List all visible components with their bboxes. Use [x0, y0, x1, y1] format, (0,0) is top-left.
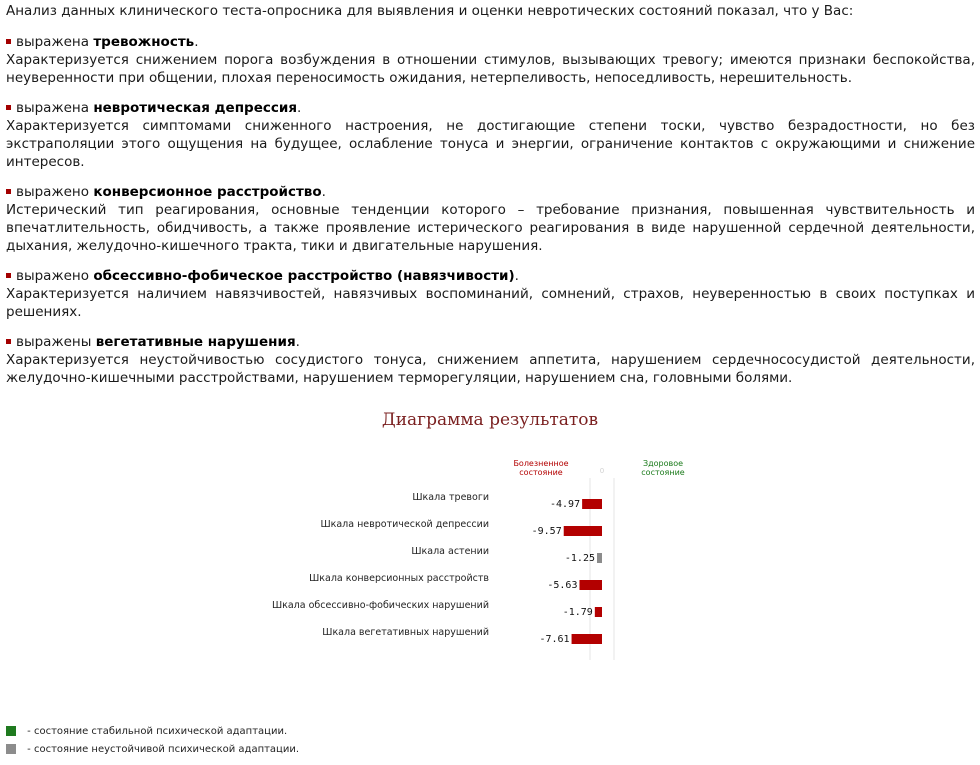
legend-item	[6, 744, 299, 755]
legend-text: - состояние неустойчивой психической адаптации.	[24, 744, 300, 755]
healthy-state-label: Здоровое	[642, 459, 684, 468]
value-label: -7.61	[539, 634, 570, 645]
category-label: Шкала астении	[411, 546, 489, 557]
result-bar	[597, 553, 602, 563]
bullet-icon	[6, 339, 11, 344]
finding-description: Характеризуется наличием навязчивостей, навязчивых воспоминаний, сомнений, страхов, неуверенностью в своих поступках и решениях.	[6, 286, 975, 320]
results-chart	[0, 440, 980, 675]
finding-description: Характеризуется неустойчивостью сосудистого тонуса, снижением аппетита, нарушением сердечнососудистой деятельности, желудочно-кишечными расстройствами, нарушением терморегуляции, нарушением сна, головными болями.	[6, 352, 975, 386]
category-label: Шкала конверсионных расстройств	[309, 573, 489, 584]
legend-item	[6, 726, 287, 737]
finding-section	[6, 267, 975, 321]
finding-prefix: выражено	[16, 268, 90, 284]
result-bar	[564, 526, 602, 536]
finding-prefix: выражена	[16, 100, 90, 116]
finding-term: невротическая депрессия	[93, 100, 297, 116]
finding-prefix: выражены	[16, 334, 92, 350]
legend-swatch	[6, 726, 16, 736]
result-bar	[579, 580, 602, 590]
value-label: -4.97	[550, 499, 581, 510]
legend-swatch	[6, 744, 16, 754]
value-label: -9.57	[531, 526, 562, 537]
bullet-icon	[6, 273, 11, 278]
intro-text: Анализ данных клинического теста-опросника для выявления и оценки невротических состояний показал, что у Вас:	[6, 3, 854, 19]
category-label: Шкала вегетативных нарушений	[322, 627, 489, 638]
finding-heading: выражена тревожность.	[6, 33, 975, 51]
value-label: -1.79	[562, 607, 593, 618]
result-bar	[572, 634, 602, 644]
result-bar	[582, 499, 602, 509]
chart-title: Диаграмма результатов	[381, 410, 599, 430]
value-label: -1.25	[564, 553, 595, 564]
painful-state-label: состояние	[519, 468, 563, 477]
findings-list	[6, 33, 975, 387]
finding-term: вегетативные нарушения	[95, 334, 296, 350]
finding-term: обсессивно-фобическое расстройство (навязчивости)	[93, 268, 515, 284]
zero-tick-label: 0	[599, 467, 605, 475]
finding-term: конверсионное расстройство	[93, 184, 322, 200]
finding-heading: выражено конверсионное расстройство.	[6, 183, 975, 201]
finding-description: Характеризуется снижением порога возбуждения в отношении стимулов, вызывающих тревогу; имеются признаки беспокойства, неуверенности при общении, плохая переносимость ожидания, нетерпеливость, непоседливость, нерешительность.	[6, 52, 975, 86]
finding-prefix: выражено	[16, 184, 90, 200]
report	[6, 2, 975, 399]
category-label: Шкала невротической депрессии	[320, 519, 489, 530]
finding-prefix: выражена	[16, 34, 90, 50]
painful-state-label: Болезненное	[513, 459, 569, 468]
finding-heading: выражена невротическая депрессия.	[6, 99, 975, 117]
category-label: Шкала тревоги	[412, 492, 489, 503]
finding-section	[6, 99, 975, 171]
bullet-icon	[6, 189, 11, 194]
category-label: Шкала обсессивно-фобических нарушений	[271, 600, 489, 611]
bullet-icon	[6, 39, 11, 44]
finding-section	[6, 333, 975, 387]
legend-text: - состояние стабильной психической адаптации.	[24, 726, 288, 737]
finding-description: Истерический тип реагирования, основные тенденции которого – требование признания, повышенная чувствительность и впечатлительность, обидчивость, а также проявление истерического реагирования в виде нарушенной сердечной деятельности, дыхания, желудочно-кишечного тракта, тики и двигательные нарушения.	[6, 202, 975, 254]
finding-section	[6, 33, 975, 87]
finding-description: Характеризуется симптомами сниженного настроения, не достигающие степени тоски, чувство безрадостности, но без экстраполяции этого ощущения на будущее, ослабление тонуса и энергии, ограничение контактов с окружающими и снижение интересов.	[6, 118, 975, 170]
finding-heading: выражено обсессивно-фобическое расстройство (навязчивости).	[6, 267, 975, 285]
result-bar	[595, 607, 602, 617]
finding-heading: выражены вегетативные нарушения.	[6, 333, 975, 351]
finding-term: тревожность	[93, 34, 195, 50]
bullet-icon	[6, 105, 11, 110]
healthy-state-label: состояние	[641, 468, 685, 477]
finding-section	[6, 183, 975, 255]
value-label: -5.63	[547, 580, 578, 591]
